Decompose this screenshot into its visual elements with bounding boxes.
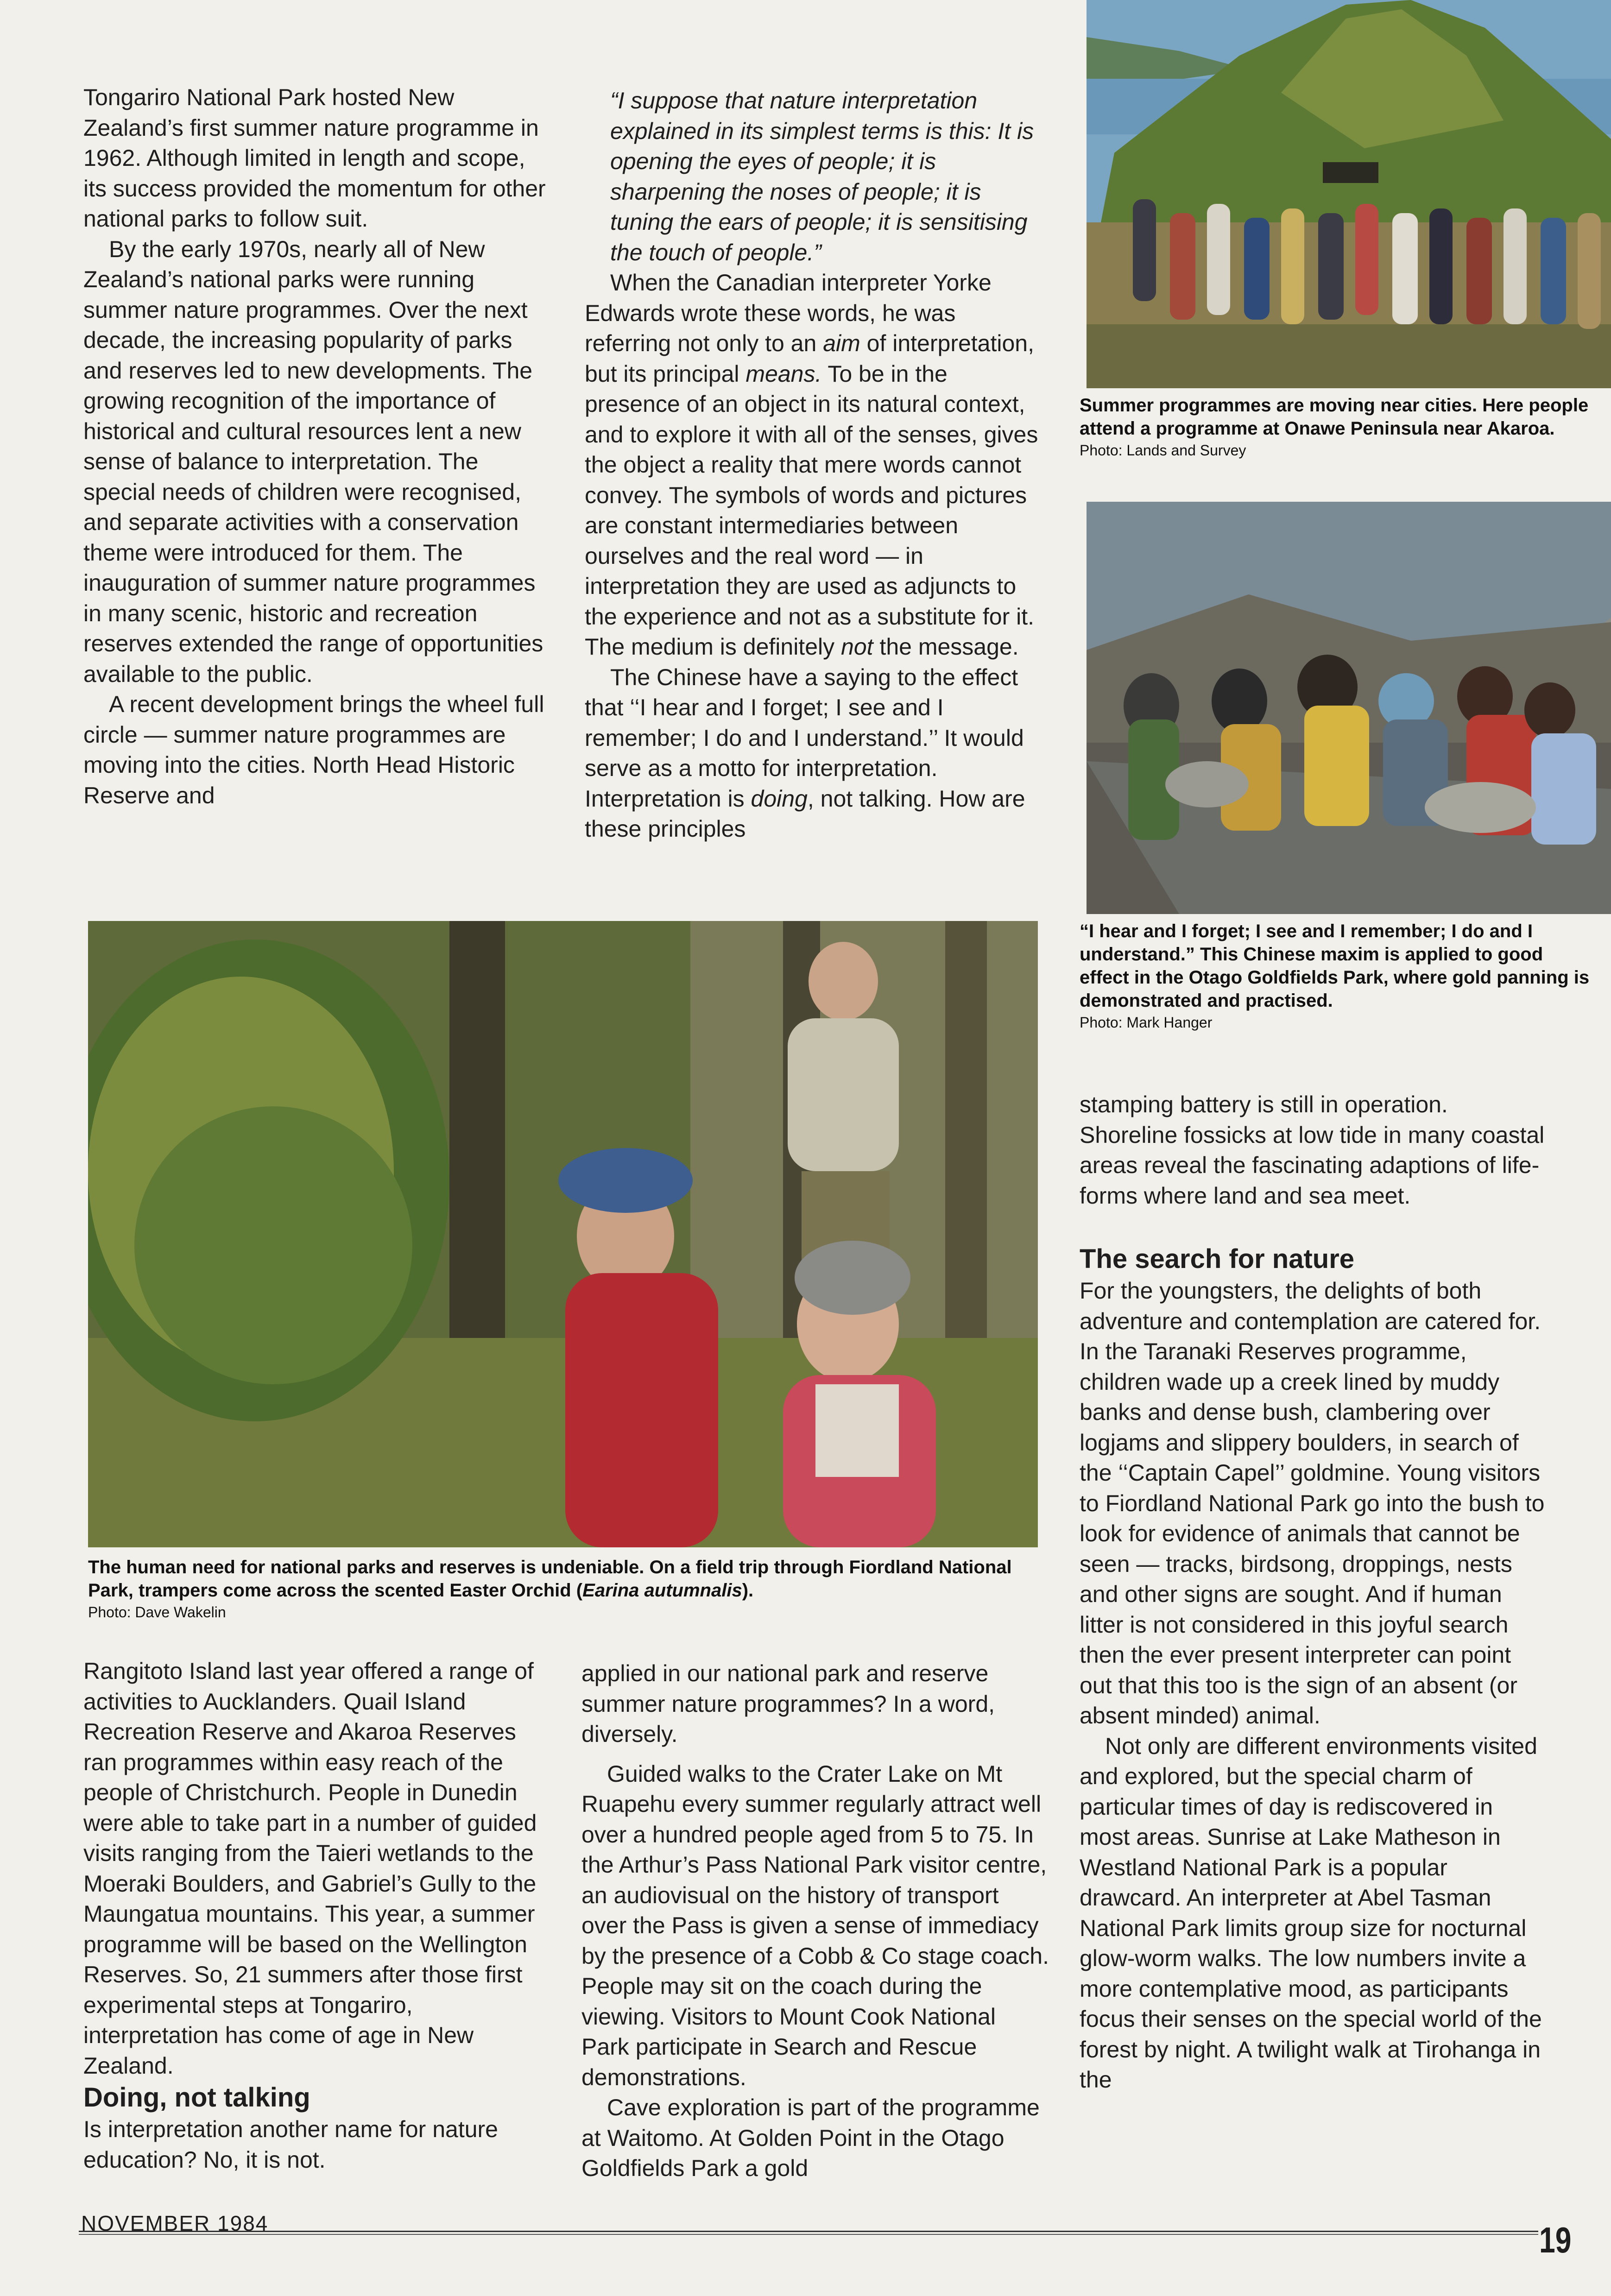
paragraph: stamping battery is still in operation. Shoreline fossicks at low tide in many coastal areas reveal the fascinating adaptions of life-forms where land and sea meet. [1080,1091,1545,1209]
caption-text: The human need for national parks and reserves is undeniable. On a field trip through Fiordland National Park, trampers come across the scented Easter Orchid ( [88,1557,1012,1601]
paragraph: Is interpretation another name for nature education? No, it is not. [83,2116,498,2173]
caption-text: “I hear and I forget; I see and I remember; I do and I understand.” This Chinese maxim is applied to good effect in the Otago Goldfields Park, where gold panning is demonstrated and practised. [1080,921,1590,1011]
column-1-top-text [83,82,547,811]
paragraph: By the early 1970s, nearly all of New Zealand’s national parks were running summer nature programmes. Over the next decade, the increasing popularity of parks and reserves led to new developments. The growing recognition of the importance of historical and cultural resources lent a new sense of balance to interpretation. The special needs of children were recognised, and separate activities with a conservation theme were introduced for them. The inauguration of summer nature programmes in many scenic, historic and recreation reserves extended the range of opportunities available to the public. [83,236,543,687]
otago-caption [1080,920,1594,1033]
column-1-bottom-text [83,1656,551,2175]
paragraph [585,268,1048,662]
text-run: The Chinese have a saying to the effect that ‘‘I hear and I forget; I see and I remember; I do and I understand.’’ It would serve as a motto for interpretation. Interpretation is [585,664,1024,812]
text-run: , not talking. How are these principles [585,785,1025,842]
caption-text: Summer programmes are moving near cities. Here people attend a programme at Onawe Peninsula near Akaroa. [1080,395,1589,439]
otago-gold-panning-photo [1087,502,1611,914]
emphasis: doing [751,785,808,812]
paragraph: Rangitoto Island last year offered a range of activities to Aucklanders. Quail Island Recreation Reserve and Akaroa Reserves ran programmes within easy reach of the people of Christchurch. People in Dunedin were able to take part in a number of guided visits ranging from the Taieri wetlands to the Moeraki Boulders, and Gabriel’s Gully to the Maungatua mountains. This year, a summer programme will be based on the Wellington Reserves. So, 21 summers after those first experimental steps at Tongariro, interpretation has come of age in New Zealand. [83,1658,537,2079]
emphasis: not [841,634,873,660]
fiordland-caption [88,1556,1061,1622]
column-2-bottom-text [581,1659,1049,2184]
section-heading-search-for-nature: The search for nature [1080,1244,1355,1274]
caption-text: ). [742,1580,754,1601]
emphasis: means. [745,360,822,387]
page-number: 19 [1539,2220,1572,2260]
photo-credit: Photo: Lands and Survey [1080,442,1246,459]
footer-rule [79,2231,1538,2232]
column-3-text [1080,1090,1548,2095]
paragraph: Guided walks to the Crater Lake on Mt Ruapehu every summer regularly attract well over a hundred people aged from 5 to 75. In the Arthur’s Pass National Park visitor centre, an audiovisual on the history of transport over the Pass is given a sense of immediacy by the presence of a Cobb & Co stage coach. People may sit on the coach during the viewing. Visitors to Mount Cook National Park participate in Search and Rescue demonstrations. [581,1760,1049,2090]
paragraph: applied in our national park and reserve summer nature programmes? In a word, diversely. [581,1660,995,1747]
onawe-peninsula-photo [1087,0,1611,388]
text-run: the message. [873,634,1019,660]
text-run: When the Canadian interpreter Yorke Edwards wrote these words, he was referring not only to an [585,270,992,356]
yorke-edwards-quote: “I suppose that nature interpretation explained in its simplest terms is this: It is opening the eyes of people; it is sharpening the noses of people; it is tuning the ears of people; it is sensitising the touch of people.” [610,88,1034,265]
photo-credit: Photo: Mark Hanger [1080,1014,1213,1031]
text-run: To be in the presence of an object in its natural context, and to explore it with all of the senses, gives the object a reality that mere words cannot convey. The symbols of words and pictures are constant intermediaries between ourselves and the real word — in interpretation they are used as adjuncts to the experience and not as a substitute for it. The medium is definitely [585,360,1038,660]
paragraph: Cave exploration is part of the programme at Waitomo. At Golden Point in the Otago Goldfields Park a gold [581,2094,1040,2181]
paragraph [585,662,1048,845]
section-heading-doing-not-talking: Doing, not talking [83,2082,310,2113]
issue-date: NOVEMBER 1984 [81,2211,269,2235]
paragraph: A recent development brings the wheel full circle — summer nature programmes are moving into the cities. North Head Historic Reserve and [83,691,544,808]
paragraph: For the youngsters, the delights of both adventure and contemplation are catered for. In the Taranaki Reserves programme, children wade up a creek lined by muddy banks and dense bush, clambering over logjams and slippery boulders, in search of the ‘‘Captain Capel’’ goldmine. Young visitors to Fiordland National Park go into the bush to look for evidence of animals that cannot be seen — tracks, birdsong, droppings, nests and other signs are sought. And if human litter is not considered in this joyful search then the ever present interpreter can point out that this too is the sign of an absent (or absent minded) animal. [1080,1278,1545,1728]
fiordland-trampers-photo [88,921,1038,1547]
paragraph: Not only are different environments visited and explored, but the special charm of particular times of day is rediscovered in most areas. Sunrise at Lake Matheson in Westland National Park is a popular drawcard. An interpreter at Abel Tasman National Park limits group size for nocturnal glow-worm walks. The low numbers invite a more contemplative mood, as participants focus their senses on the special world of the forest by night. A twilight walk at Tirohanga in the [1080,1733,1542,2093]
footer-rule [79,2234,1538,2235]
photo-credit: Photo: Dave Wakelin [88,1604,226,1621]
paragraph: Tongariro National Park hosted New Zealand’s first summer nature programme in 1962. Although limited in length and scope, its success provided the momentum for other national parks to follow suit. [83,84,546,232]
species-name: Earina autumnalis [582,1580,742,1601]
column-2-top-text [585,86,1048,845]
text-run: of interpretation, but its principal [585,330,1034,387]
onawe-caption [1080,394,1594,460]
emphasis: aim [823,330,860,356]
